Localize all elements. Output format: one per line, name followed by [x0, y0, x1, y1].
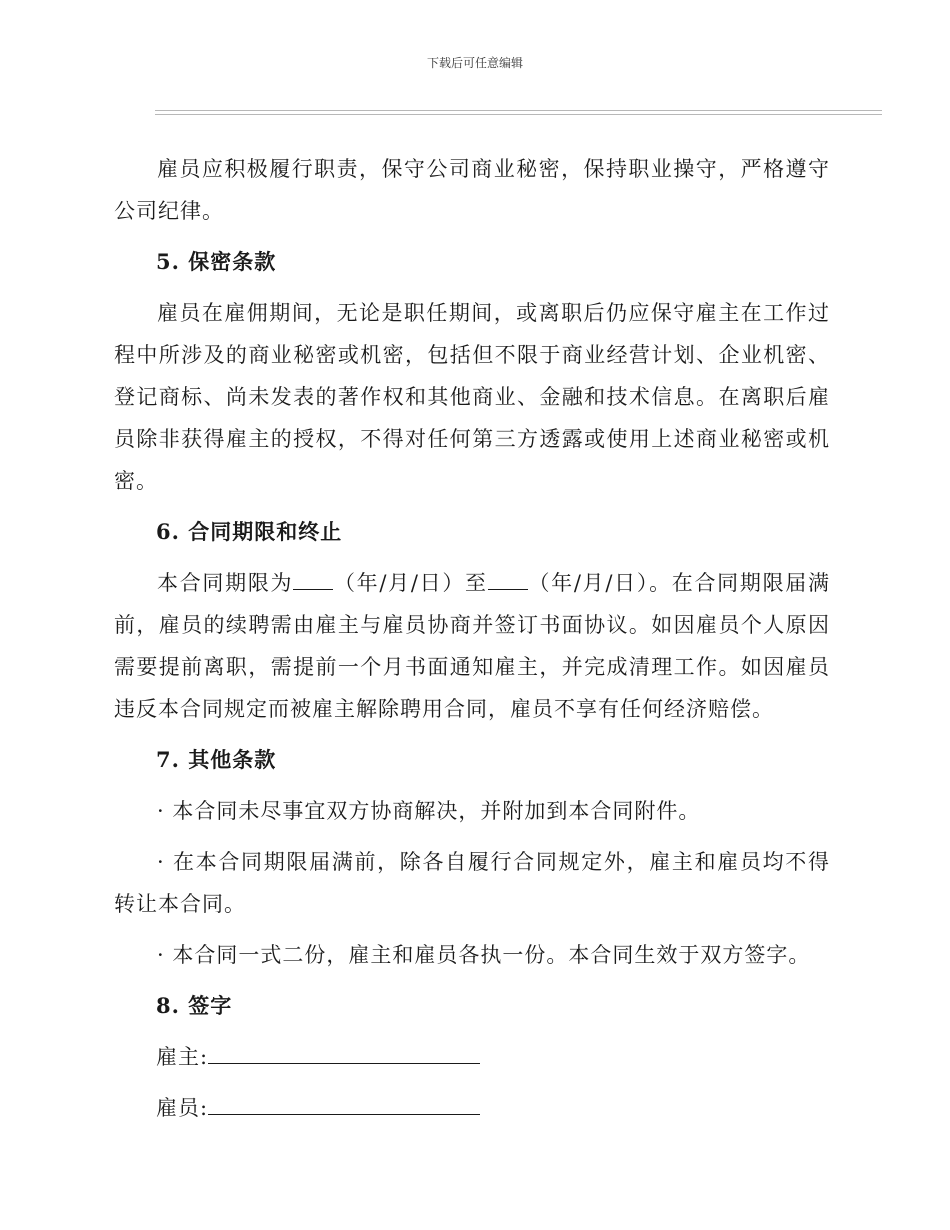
employee-label: 雇员: [156, 1096, 209, 1120]
section-7-item: · 本合同未尽事宜双方协商解决，并附加到本合同附件。 [157, 799, 701, 823]
section-5-body: 雇员在雇佣期间，无论是职任期间，或离职后仍应保守雇主在工作过程中所涉及的商业秘密或机密，包括但不限于商业经营计划、企业机密、登记商标、尚未发表的著作权和其他商业、金融和技术信息。在离职后雇员除非获得雇主的授权，不得对任何第三方透露或使用上述商业秘密或机密。 [114, 301, 830, 493]
section-8-title: 8. 签字 [156, 993, 233, 1018]
section-6-body [114, 562, 830, 730]
employee-signature-blank [208, 1090, 480, 1115]
header-divider [155, 110, 882, 115]
end-date-blank [488, 567, 528, 590]
section-7-item: · 在本合同期限届满前，除各自履行合同规定外，雇主和雇员均不得转让本合同。 [114, 850, 830, 916]
section-7-item: · 本合同一式二份，雇主和雇员各执一份。本合同生效于双方签字。 [157, 943, 811, 967]
section-6-title: 6. 合同期限和终止 [156, 519, 343, 544]
employee-signature-line [114, 1087, 830, 1129]
section-7-title: 7. 其他条款 [156, 747, 277, 772]
employer-signature-line [114, 1036, 830, 1078]
document-body [114, 148, 830, 1129]
employer-signature-blank [208, 1039, 480, 1064]
section-6-body-part3: （年/月/日）。在合同期限届满前，雇员的续聘需由雇主与雇员协商并签订书面协议。如因雇员个人原因需要提前离职，需提前一个月书面通知雇主，并完成清理工作。如因雇员违反本合同规定而被雇主解除聘用合同，雇员不享有任何经济赔偿。 [114, 571, 831, 721]
start-date-blank [293, 567, 333, 590]
section-5-title: 5. 保密条款 [156, 249, 277, 274]
intro-paragraph: 雇员应积极履行职责，保守公司商业秘密，保持职业操守，严格遵守公司纪律。 [114, 157, 830, 223]
employer-label: 雇主: [156, 1045, 209, 1069]
section-6-body-part2: （年/月/日）至 [333, 571, 488, 595]
section-6-body-part1: 本合同期限为 [157, 571, 294, 595]
page-header: 下载后可任意编辑 [426, 56, 523, 70]
